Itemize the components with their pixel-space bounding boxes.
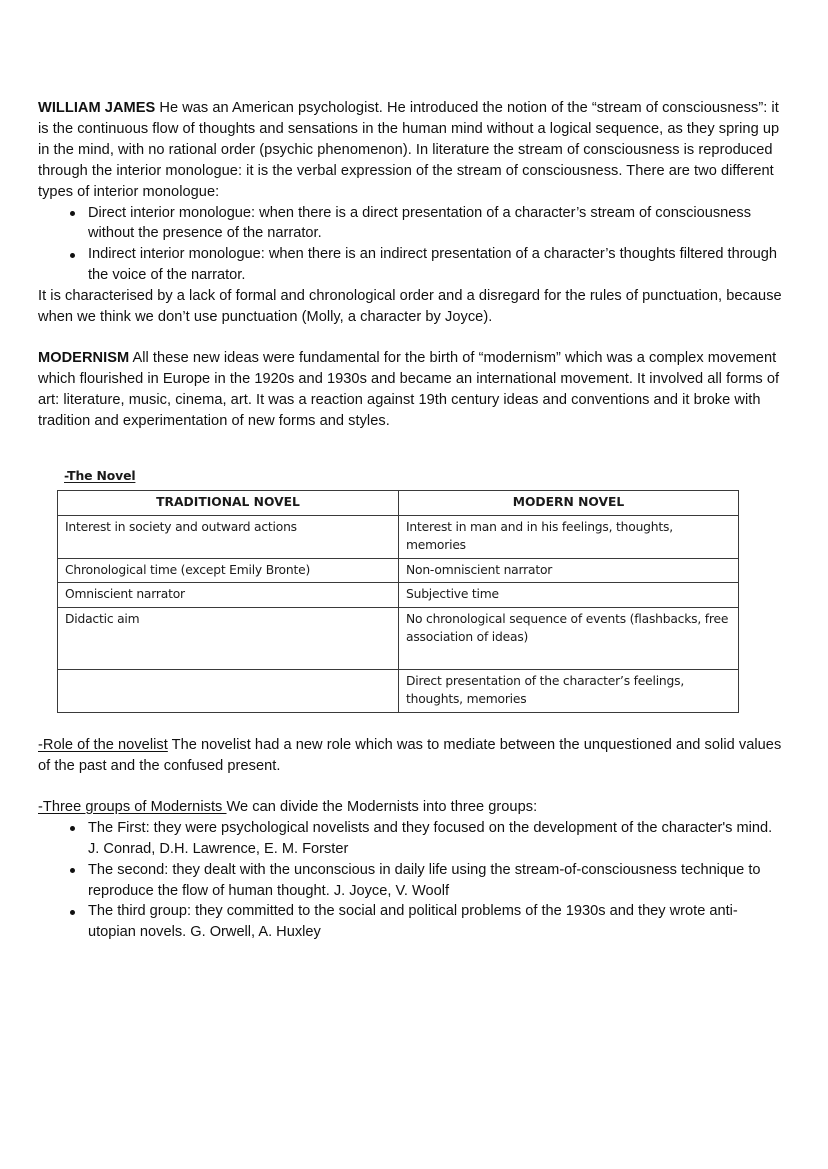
novel-comparison-table: [57, 490, 739, 713]
bullet-dot-icon: [70, 253, 75, 258]
table-cell-empty: [58, 669, 399, 712]
the-novel-label: -The Novel: [64, 468, 136, 484]
list-item-text: Indirect interior monologue: when there is an indirect presentation of a character’s thoughts filtered through the voice of the narrator.: [88, 246, 778, 284]
table-row: [58, 583, 739, 608]
bullet-dot-icon: [70, 910, 75, 915]
table-row: [58, 558, 739, 583]
column-header-modern-novel: MODERN NOVEL: [399, 491, 739, 516]
three-groups-paragraph: [38, 797, 782, 818]
list-item-text: The third group: they committed to the social and political problems of the 1930s and they wrote anti-utopian novels. G. Orwell, A. Huxley: [88, 903, 738, 941]
bullet-dot-icon: [70, 868, 75, 873]
modernism-body: All these new ideas were fundamental for the birth of “modernism” which was a complex movement which flourished in Europe in the 1920s and 1930s and became an international movement. It involved all forms of art: literature, music, cinema, art. It was a reaction against 19th century ideas and conventions and it broke with tradition and experimentation of new forms and styles.: [38, 350, 780, 430]
three-groups-heading: -Three groups of Modernists: [38, 798, 227, 815]
column-header-traditional-novel: TRADITIONAL NOVEL: [58, 491, 399, 516]
table-cell: Subjective time: [399, 583, 739, 608]
table-cell: Direct presentation of the character’s feelings, thoughts, memories: [399, 669, 739, 712]
modernism-paragraph: [38, 348, 782, 432]
modernism-heading: MODERNISM: [38, 350, 130, 367]
list-item: [38, 901, 782, 943]
william-james-body: He was an American psychologist. He introduced the notion of the “stream of consciousness”: it is the continuous flow of thoughts and sensations in the human mind without a logical sequence, as they spring up in the mind, with no rational order (psychic phenomenon). In literature the stream of consciousness is reproduced through the interior monologue: it is the verbal expression of the stream of consciousness. There are two different types of interior monologue:: [38, 100, 780, 200]
list-item: [38, 818, 782, 860]
table-row: [58, 669, 739, 712]
table-row: [58, 607, 739, 669]
table-cell: No chronological sequence of events (flashbacks, free association of ideas): [399, 607, 739, 669]
table-header-row: [58, 491, 739, 516]
william-james-closing-paragraph: It is characterised by a lack of formal and chronological order and a disregard for the rules of punctuation, because when we think we don’t use punctuation (Molly, a character by Joyce).: [38, 288, 782, 326]
three-groups-list: [38, 818, 782, 943]
three-groups-body: We can divide the Modernists into three groups:: [226, 798, 538, 815]
list-item-text: Direct interior monologue: when there is a direct presentation of a character’s stream of consciousness without the presence of the narrator.: [88, 204, 751, 242]
list-item: [38, 244, 782, 286]
table-row: [58, 515, 739, 558]
paragraph-spacer: [38, 776, 782, 797]
list-item: [38, 203, 782, 245]
table-cell: Interest in man and in his feelings, thoughts, memories: [399, 515, 739, 558]
role-of-novelist-body: The novelist had a new role which was to mediate between the unquestioned and solid values of the past and the confused present.: [38, 736, 782, 774]
william-james-paragraph: [38, 98, 782, 203]
list-item: [38, 860, 782, 902]
list-item-text: The second: they dealt with the unconscious in daily life using the stream-of-consciousness technique to reproduce the flow of human thought. J. Joyce, V. Woolf: [88, 861, 761, 899]
role-of-novelist-heading: -Role of the novelist: [38, 736, 168, 753]
bullet-dot-icon: [70, 211, 75, 216]
paragraph-spacer: [38, 328, 782, 349]
list-item-text: The First: they were psychological novelists and they focused on the development of the character's mind. J. Conrad, D.H. Lawrence, E. M. Forster: [88, 819, 773, 857]
table-cell: Didactic aim: [58, 607, 399, 669]
table-cell: Chronological time (except Emily Bronte): [58, 558, 399, 583]
the-novel-label-wrap: [38, 432, 782, 485]
bullet-dot-icon: [70, 826, 75, 831]
table-cell: Non-omniscient narrator: [399, 558, 739, 583]
novel-comparison-table-wrap: [57, 490, 738, 713]
interior-monologue-list: [38, 203, 782, 287]
document-content: [38, 98, 782, 943]
table-cell: Omniscient narrator: [58, 583, 399, 608]
table-cell: Interest in society and outward actions: [58, 515, 399, 558]
william-james-heading: WILLIAM JAMES: [38, 100, 156, 116]
role-of-novelist-paragraph: [38, 735, 782, 777]
